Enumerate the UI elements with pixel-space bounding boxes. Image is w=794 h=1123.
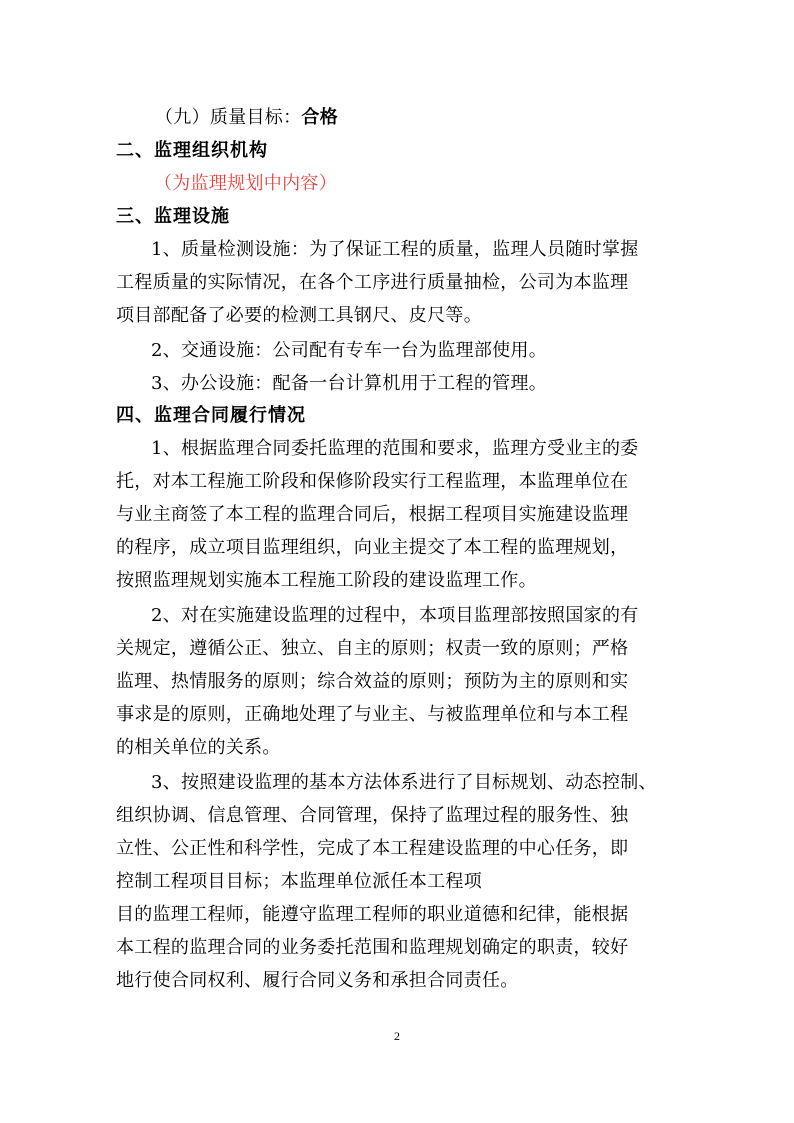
section-4-paragraph-line: 的程序，成立项目监理组织，向业主提交了本工程的监理规划， xyxy=(116,537,629,558)
section-4-paragraph-line: 2、对在实施建设监理的过程中，本项目监理部按照国家的有 xyxy=(151,605,639,626)
section-2-note: （为监理规划中内容） xyxy=(154,173,337,194)
section-2-heading: 二、监理组织机构 xyxy=(116,140,268,161)
section-4-paragraph-line: 与业主商签了本工程的监理合同后，根据工程项目实施建设监理 xyxy=(116,504,629,525)
section-4-heading: 四、监理合同履行情况 xyxy=(116,405,306,426)
section-4-paragraph-line: 关规定，遵循公正、独立、自主的原则；权责一致的原则；严格 xyxy=(116,638,629,659)
quality-goal-value: 合格 xyxy=(301,107,339,128)
quality-goal-label: （九）质量目标： xyxy=(155,107,302,128)
section-3-paragraph-line: 3、办公设施：配备一台计算机用于工程的管理。 xyxy=(151,373,548,394)
section-4-paragraph-line: 目的监理工程师，能遵守监理工程师的职业道德和纪律，能根据 xyxy=(116,904,629,925)
section-4-paragraph-line: 1、根据监理合同委托监理的范围和要求，监理方受业主的委 xyxy=(151,438,639,459)
section-4-paragraph-line: 的相关单位的关系。 xyxy=(116,737,281,758)
section-3-paragraph-line: 2、交通设施：公司配有专车一台为监理部使用。 xyxy=(151,340,548,361)
section-3-paragraph-line: 工程质量的实际情况，在各个工序进行质量抽检，公司为本监理 xyxy=(116,272,629,293)
section-4-paragraph-line: 托，对本工程施工阶段和保修阶段实行工程监理，本监理单位在 xyxy=(116,471,629,492)
section-4-paragraph-line: 事求是的原则，正确地处理了与业主、与被监理单位和与本工程 xyxy=(116,704,629,725)
section-3-heading: 三、监理设施 xyxy=(116,206,230,227)
section-4-paragraph-line: 地行使合同权利、履行合同义务和承担合同责任。 xyxy=(116,970,519,991)
section-4-paragraph-line: 组织协调、信息管理、合同管理，保持了监理过程的服务性、独 xyxy=(116,805,629,826)
section-3-paragraph-line: 1、质量检测设施：为了保证工程的质量，监理人员随时掌握 xyxy=(151,239,639,260)
section-4-paragraph-line: 按照监理规划实施本工程施工阶段的建设监理工作。 xyxy=(116,570,537,591)
section-4-paragraph-line: 控制工程项目目标；本监理单位派任本工程项 xyxy=(116,871,482,892)
section-4-paragraph-line: 3、按照建设监理的基本方法体系进行了目标规划、动态控制、 xyxy=(151,772,657,793)
page-number: 2 xyxy=(394,1029,400,1043)
section-4-paragraph-line: 立性、公正性和科学性，完成了本工程建设监理的中心任务，即 xyxy=(116,838,629,859)
section-4-paragraph-line: 监理、热情服务的原则；综合效益的原则；预防为主的原则和实 xyxy=(116,671,629,692)
quality-goal-line xyxy=(155,106,338,130)
section-3-paragraph-line: 项目部配备了必要的检测工具钢尺、皮尺等。 xyxy=(116,305,482,326)
section-4-paragraph-line: 本工程的监理合同的业务委托范围和监理规划确定的职责，较好 xyxy=(116,937,629,958)
